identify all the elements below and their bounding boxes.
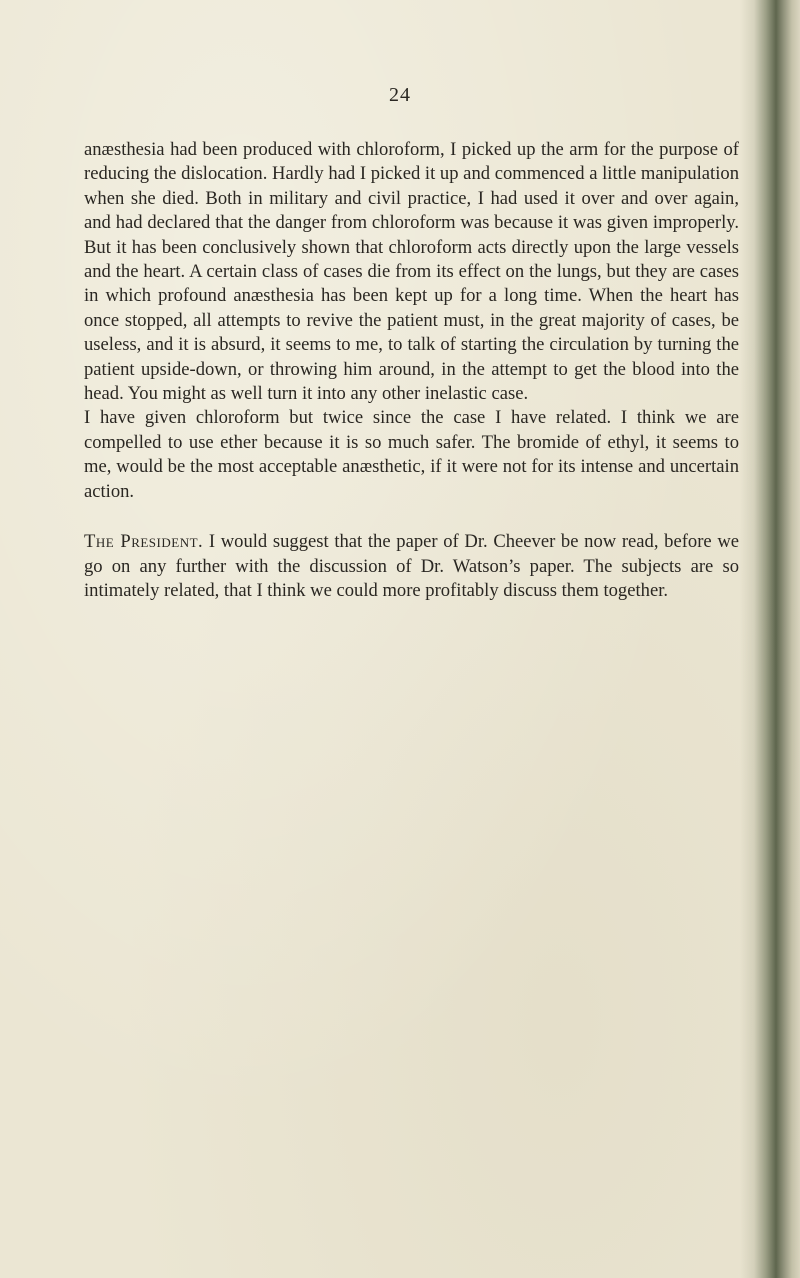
page-number: 24	[389, 84, 411, 106]
page-edge-shadow	[740, 0, 800, 1278]
paragraph-2: I have given chloroform but twice since the case I have related. I think we are compelled to use ether because it is so much safer. The bromide of ethyl, it seems to me, would be the most acceptable anæsthetic, if it were not for its intense and uncertain action.	[84, 407, 739, 502]
paragraph-3	[84, 530, 739, 603]
speaker-name: The President.	[84, 531, 204, 553]
paragraph-1: anæsthesia had been produced with chloroform, I picked up the arm for the purpose of reducing the dislocation. Hardly had I picked it up and commenced a little manipulation when she died. Both in military and civil practice, I had used it over and over again, and had declared that the danger from chloroform was because it was given improperly. But it has been conclusively shown that chloroform acts directly upon the large vessels and the heart. A certain class of cases die from its effect on the lungs, but they are cases in which profound anæsthesia has been kept up for a long time. When the heart has once stopped, all attempts to revive the patient must, in the great majority of cases, be useless, and it is absurd, it seems to me, to talk of starting the circulation by turning the patient upside-down, or throwing him around, in the attempt to get the blood into the head. You might as well turn it into any other inelastic case.	[84, 139, 739, 405]
paragraph-3-text: I would suggest that the paper of Dr. Cheever be now read, before we go on any further with the discussion of Dr. Watson’s paper. The subjects are so intimately related, that I think we could more profitably discuss them together.	[84, 531, 740, 601]
body-text	[84, 138, 739, 603]
